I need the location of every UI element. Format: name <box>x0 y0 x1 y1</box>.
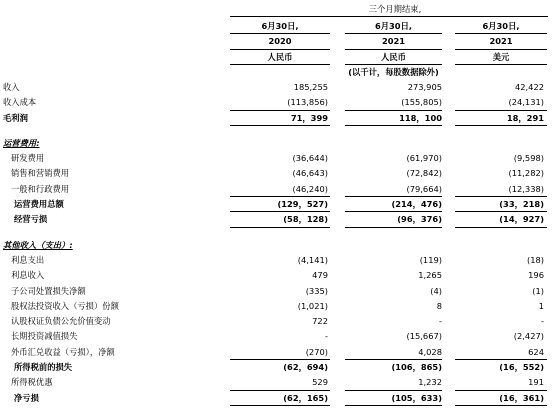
year-rule-2021-usd <box>455 49 547 50</box>
value-2020-rmb: 479 <box>312 270 328 281</box>
row-label: 销售和营销费用 <box>11 168 70 179</box>
table-row <box>0 391 554 406</box>
value-2021-usd: (33，218) <box>499 199 544 210</box>
value-2020-rmb: (4,141) <box>297 254 328 265</box>
row-rule <box>455 405 547 406</box>
period-rule <box>230 16 548 17</box>
row-label: 净亏损 <box>14 392 39 403</box>
table-row <box>0 284 554 299</box>
value-2021-rmb: 8 <box>436 300 442 311</box>
value-2021-rmb: (61,970) <box>406 153 442 164</box>
table-row <box>0 329 554 344</box>
value-2021-usd: 191 <box>528 377 544 388</box>
value-2021-rmb: 4,028 <box>418 346 442 357</box>
currency-rule-2021-usd <box>455 64 547 65</box>
value-2020-rmb: (58，128) <box>283 214 328 225</box>
value-2021-rmb: (106，865) <box>391 362 442 373</box>
date-rule-2021-usd <box>455 33 547 34</box>
table-row <box>0 253 554 268</box>
value-2021-rmb: 1,232 <box>418 377 442 388</box>
value-2020-rmb: (36,644) <box>292 153 328 164</box>
year-rule-2021 <box>345 49 442 50</box>
table-row <box>0 80 554 95</box>
value-2020-rmb: (113,856) <box>287 97 328 108</box>
currency-rule-2020 <box>230 64 330 65</box>
row-spacer <box>0 228 554 238</box>
value-2021-usd: 1 <box>538 300 544 311</box>
value-2021-usd: 624 <box>528 346 544 357</box>
row-spacer <box>0 126 554 136</box>
table-row <box>0 136 554 151</box>
value-2020-rmb: (335) <box>305 285 328 296</box>
table-row <box>0 197 554 212</box>
value-2021-usd: (2,427) <box>513 331 544 342</box>
row-label: 外币汇兑收益（亏损），净额 <box>11 346 115 357</box>
value-2021-usd: 42,422 <box>514 82 544 92</box>
value-2021-rmb: 118，100 <box>399 112 442 123</box>
currency-header-2020: 人民币 <box>267 52 293 62</box>
row-label: 收入 <box>3 82 20 92</box>
value-2021-rmb: (72,842) <box>406 168 442 179</box>
row-label: 利息收入 <box>11 270 45 281</box>
row-label: 研发费用 <box>11 153 45 164</box>
table-row <box>0 95 554 110</box>
date-header-2021-usd: 6月30日, <box>482 21 520 31</box>
table-row <box>0 166 554 181</box>
row-label: 经营亏损 <box>14 214 48 225</box>
year-header-2021-usd: 2021 <box>489 36 513 46</box>
date-rule-2020 <box>230 33 330 34</box>
row-label: 利息支出 <box>11 254 45 265</box>
date-header-2020: 6月30日, <box>261 21 299 31</box>
value-2021-usd: - <box>541 316 544 327</box>
row-label: 子公司处置损失净额 <box>11 285 86 296</box>
income-statement-table <box>0 80 554 406</box>
value-2020-rmb: (129，527) <box>277 199 328 210</box>
row-label: 长期投资减值损失 <box>11 331 78 342</box>
value-2021-rmb: (105，633) <box>391 392 442 403</box>
table-row <box>0 375 554 390</box>
value-2021-rmb: (214，476) <box>391 199 442 210</box>
table-row <box>0 314 554 329</box>
date-rule-2021 <box>345 33 442 34</box>
value-2021-rmb: 273,905 <box>407 82 442 92</box>
table-row <box>0 360 554 375</box>
date-header-2021: 6月30日, <box>374 21 413 31</box>
value-2021-rmb: 1,265 <box>418 270 442 281</box>
value-2021-rmb: (119) <box>419 254 442 265</box>
value-2021-usd: (14，927) <box>499 214 544 225</box>
value-2020-rmb: - <box>325 331 328 342</box>
row-label: 毛利润 <box>3 112 28 123</box>
value-2021-rmb: (15,667) <box>406 331 442 342</box>
value-2020-rmb: (46,240) <box>292 183 328 194</box>
row-label: 运营费用总额 <box>14 199 64 210</box>
currency-header-2021: 人民币 <box>381 52 406 62</box>
row-label: 一般和行政费用 <box>11 183 70 194</box>
currency-header-2021-usd: 美元 <box>492 52 510 62</box>
row-label: 其他收入（支出）: <box>3 239 73 250</box>
table-row <box>0 151 554 166</box>
value-2021-rmb: (155,805) <box>401 97 442 108</box>
table-row <box>0 345 554 360</box>
value-2020-rmb: 722 <box>312 316 328 327</box>
table-row <box>0 299 554 314</box>
table-row <box>0 212 554 227</box>
row-label: 股权法投资收入（亏损）份额 <box>11 300 119 311</box>
value-2021-rmb: (79,664) <box>406 183 442 194</box>
value-2021-usd: (16，361) <box>499 392 544 403</box>
table-row <box>0 182 554 197</box>
value-2020-rmb: 185,255 <box>293 82 328 92</box>
table-row <box>0 111 554 126</box>
value-2021-usd: 18，291 <box>506 112 544 123</box>
value-2020-rmb: (46,643) <box>292 168 328 179</box>
value-2021-rmb: (4) <box>430 285 442 296</box>
value-2020-rmb: 529 <box>312 377 328 388</box>
currency-rule-2021 <box>345 64 442 65</box>
value-2020-rmb: (62，694) <box>283 362 328 373</box>
value-2020-rmb: 71，399 <box>290 112 328 123</box>
value-2021-usd: (18) <box>526 254 544 265</box>
year-header-2020: 2020 <box>268 36 292 46</box>
row-label: 所得税前的损失 <box>14 362 73 373</box>
year-header-2021: 2021 <box>381 36 406 46</box>
value-2020-rmb: (1,021) <box>297 300 328 311</box>
row-rule <box>230 405 330 406</box>
year-rule-2020 <box>230 49 330 50</box>
row-label: 运营费用: <box>3 137 40 148</box>
row-label: 认股权证负债公允价值变动 <box>11 316 111 327</box>
value-2021-usd: 196 <box>528 270 544 281</box>
value-2021-rmb: - <box>439 316 442 327</box>
value-2021-usd: (9,598) <box>513 153 544 164</box>
period-header: 三个月期结束, <box>368 4 422 14</box>
value-2021-usd: (24,131) <box>508 97 544 108</box>
row-label: 所得税优惠 <box>11 377 53 388</box>
value-2021-usd: (11,282) <box>508 168 544 179</box>
value-2020-rmb: (270) <box>305 346 328 357</box>
table-row <box>0 268 554 283</box>
row-label: 收入成本 <box>3 97 37 108</box>
value-2021-usd: (16，552) <box>499 362 544 373</box>
value-2021-usd: (1) <box>532 285 544 296</box>
unit-note: (以千计，每股数据除外) <box>348 67 439 77</box>
value-2020-rmb: (62，165) <box>283 392 328 403</box>
row-rule <box>345 405 442 406</box>
value-2021-rmb: (96，376) <box>397 214 442 225</box>
value-2021-usd: (12,338) <box>508 183 544 194</box>
table-row <box>0 238 554 253</box>
